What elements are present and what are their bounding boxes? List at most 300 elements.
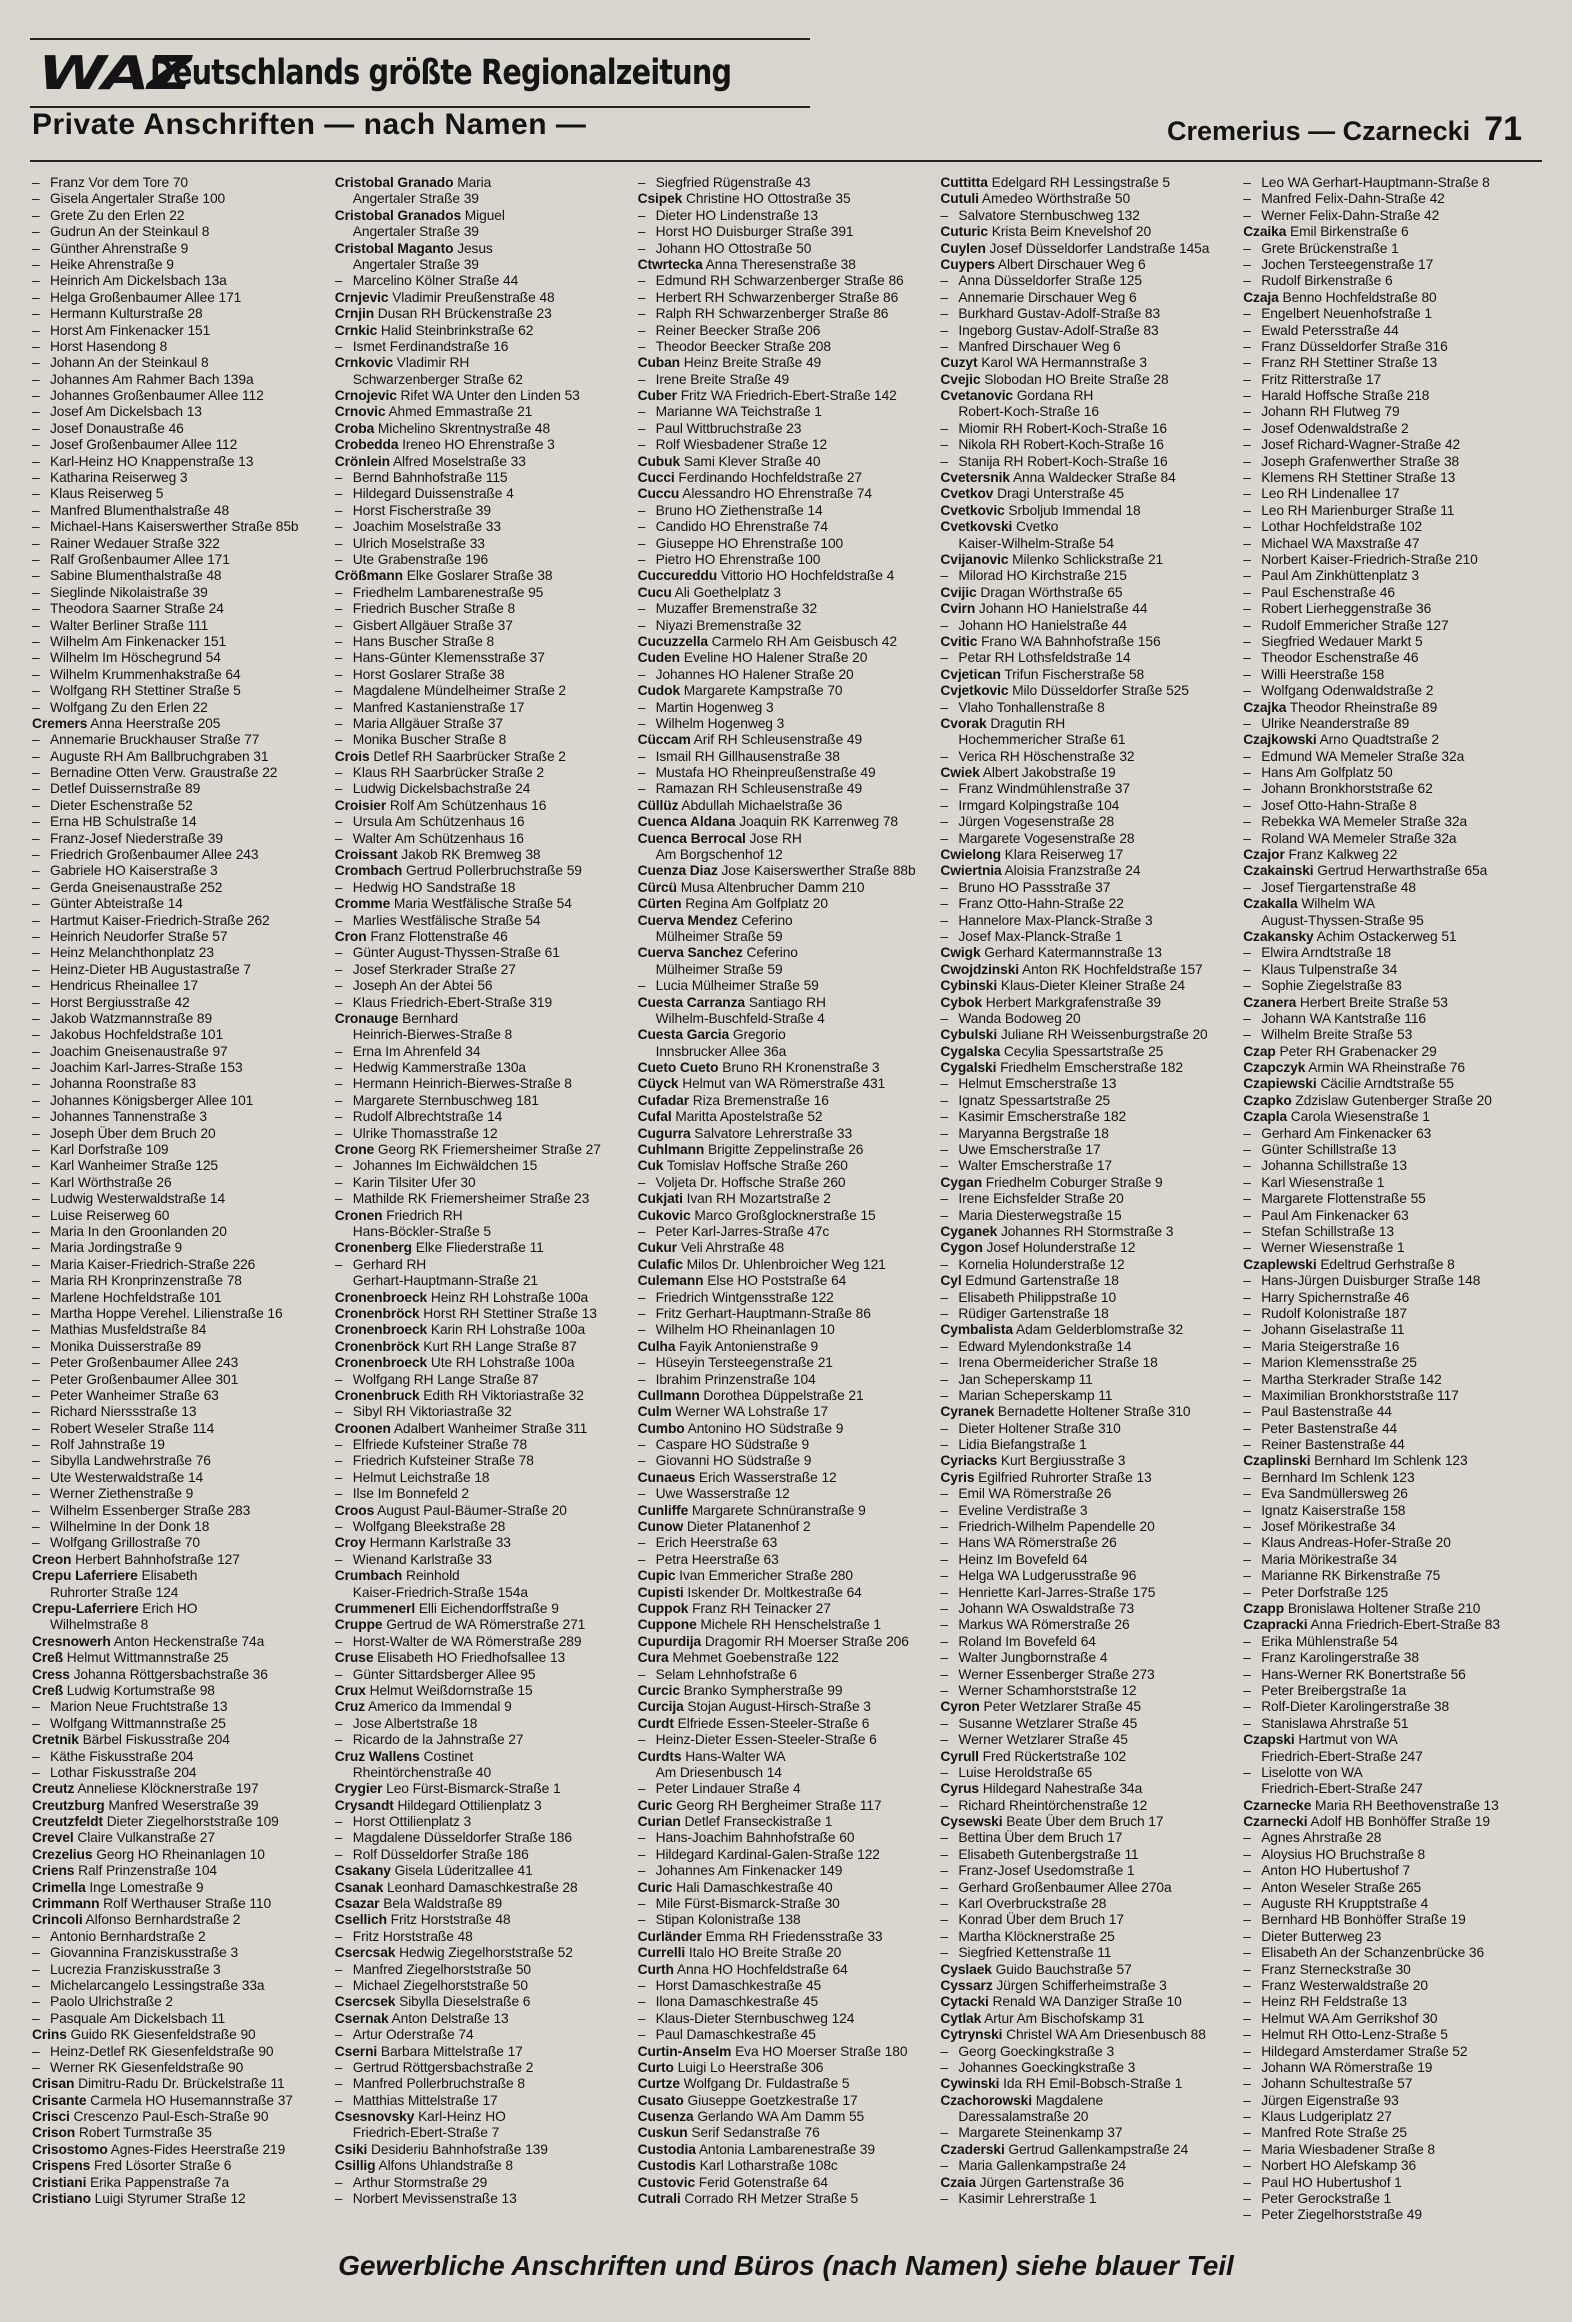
entry-text: Dieter Eschenstraße 52	[50, 797, 193, 813]
entry-text: Peter Wetzlarer Straße 45	[983, 1699, 1142, 1715]
listing-entry	[32, 1076, 321, 1092]
listing-entry	[335, 421, 624, 437]
entry-dash: –	[1243, 306, 1251, 322]
entry-text: Bärbel Fiskusstraße 204	[82, 1732, 230, 1748]
entry-text: Magdalene	[1035, 2092, 1104, 2108]
entry-dash: –	[32, 1322, 40, 1338]
listing-entry	[638, 732, 927, 748]
listing-entry	[638, 1880, 927, 1896]
entry-dash: –	[32, 2010, 40, 2026]
entry-text: Nikola RH Robert-Koch-Straße 16	[958, 437, 1164, 453]
listing-entry	[638, 1175, 927, 1191]
entry-text: Emil WA Römerstraße 26	[958, 1486, 1112, 1502]
entry-dash: –	[334, 1404, 343, 1420]
listing-entry	[638, 1896, 927, 1912]
surname: Crins	[32, 2027, 67, 2043]
entry-text: Reiner Bastenstraße 44	[1261, 1437, 1405, 1453]
surname: Cwiek	[940, 765, 980, 781]
listing-entry	[940, 1142, 1229, 1158]
listing-entry	[638, 1699, 927, 1715]
entry-dash: –	[940, 1912, 948, 1928]
entry-text: Kornelia Holunderstraße 12	[958, 1256, 1125, 1272]
surname: Cvetkovic	[940, 502, 1005, 518]
entry-text: Johann HO Hanielstraße 44	[978, 601, 1148, 617]
listing-entry	[940, 208, 1229, 224]
entry-dash: –	[940, 437, 948, 453]
entry-dash: –	[32, 404, 40, 420]
listing-entry	[335, 1470, 624, 1486]
entry-text: Johannes Am Finkenacker 149	[655, 1863, 843, 1879]
entry-text: Fritz WA Friedrich-Ebert-Straße 142	[680, 388, 897, 404]
entry-text: Klaus Andreas-Hofer-Straße 20	[1261, 1535, 1451, 1551]
entry-text: Gerhart-Hauptmann-Straße 21	[352, 1273, 538, 1289]
entry-dash: –	[32, 502, 40, 518]
entry-text: Franz Düsseldorfer Straße 316	[1261, 338, 1448, 354]
entry-dash: –	[940, 1928, 948, 1944]
listing-entry	[335, 1273, 624, 1289]
listing-entry	[940, 1863, 1229, 1879]
entry-dash: –	[940, 1207, 948, 1223]
entry-dash: –	[32, 1174, 40, 1190]
entry-text: Franz RH Teinacker 27	[692, 1600, 831, 1616]
entry-dash: –	[1243, 1666, 1251, 1682]
surname: Cybinski	[940, 978, 998, 994]
entry-dash: –	[334, 486, 343, 502]
entry-dash: –	[1243, 437, 1251, 453]
listing-entry	[1243, 1912, 1532, 1928]
surname: Cserni	[334, 2043, 378, 2059]
entry-text: Gerhard Großenbaumer Allee 270a	[958, 1879, 1172, 1895]
surname: Cyrus	[940, 1781, 979, 1797]
listing-entry	[1243, 1273, 1532, 1289]
entry-dash: –	[940, 1387, 948, 1403]
surname: Croy	[334, 1535, 366, 1551]
entry-text: Wolfgang RH Stettiner Straße 5	[50, 683, 241, 699]
listing-entry	[940, 1781, 1229, 1797]
listing-entry	[32, 2191, 321, 2207]
surname: Cyriacks	[940, 1453, 998, 1469]
surname: Cwigk	[940, 945, 981, 961]
entry-text: Peter Breibergstraße 1a	[1261, 1682, 1407, 1698]
surname: Crispens	[32, 2158, 91, 2174]
entry-dash: –	[32, 1010, 40, 1026]
entry-dash: –	[32, 1535, 40, 1551]
entry-text: Petar RH Lothsfeldstraße 14	[958, 650, 1131, 666]
entry-text: Margarete Sternbuschweg 181	[352, 1092, 539, 1108]
entry-dash: –	[334, 633, 343, 649]
entry-dash: –	[940, 1896, 948, 1912]
entry-text: Bernhard Im Schlenk 123	[1314, 1453, 1468, 1469]
entry-dash: –	[637, 420, 646, 436]
entry-dash: –	[940, 1830, 948, 1846]
listing-entry	[335, 1716, 624, 1732]
listing-entry	[32, 372, 321, 388]
entry-text: Hedwig Kammerstraße 130a	[352, 1060, 526, 1076]
surname: Czarnecki	[1243, 1814, 1308, 1830]
surname: Cvetersnik	[940, 470, 1010, 486]
listing-entry	[940, 1617, 1229, 1633]
entry-text: Martha Hoppe Verehel. Lilienstraße 16	[50, 1305, 283, 1321]
listing-entry	[1243, 1437, 1532, 1453]
entry-text: Wanda Bodoweg 20	[958, 1010, 1081, 1026]
listing-entry	[1243, 1486, 1532, 1502]
entry-dash: –	[32, 306, 40, 322]
entry-text: Gisela Lüderitzallee 41	[394, 1863, 533, 1879]
surname: Cybulski	[940, 1027, 998, 1043]
entry-text: Selam Lehnhofstraße 6	[655, 1666, 797, 1682]
entry-text: Detlef Duissernstraße 89	[50, 781, 201, 797]
listing-entry	[335, 404, 624, 420]
entry-text: Edith RH Viktoriastraße 32	[423, 1387, 584, 1403]
surname: Cvorak	[940, 715, 987, 731]
entry-text: Adam Gelderblomstraße 32	[1016, 1322, 1184, 1338]
entry-dash: –	[32, 928, 40, 944]
entry-dash: –	[32, 978, 40, 994]
listing-entry	[32, 1060, 321, 1076]
entry-dash: –	[32, 1207, 40, 1223]
entry-text: Peter Gerockstraße 1	[1261, 2191, 1392, 2207]
entry-text: Amedeo Wörthstraße 50	[981, 191, 1131, 207]
entry-text: Ismet Ferdinandstraße 16	[352, 338, 509, 354]
listing-entry	[1243, 765, 1532, 781]
listing-entry	[940, 1322, 1229, 1338]
surname: Cucuzzella	[637, 633, 708, 649]
entry-text: Mülheimer Straße 59	[655, 928, 783, 944]
entry-dash: –	[334, 2076, 343, 2092]
listing-entry	[335, 1945, 624, 1961]
entry-text: Günter Schillstraße 13	[1261, 1142, 1397, 1158]
listing-entry	[335, 1126, 624, 1142]
entry-dash: –	[32, 388, 40, 404]
entry-text: Willi Heerstraße 158	[1261, 666, 1385, 682]
listing-entry	[638, 1994, 927, 2010]
entry-text: Americo da Immendal 9	[368, 1699, 512, 1715]
entry-text: Johannes Großenbaumer Allee 112	[50, 388, 264, 404]
listing-entry	[335, 700, 624, 716]
entry-dash: –	[334, 1928, 343, 1944]
surname: Cristobal Granados	[334, 207, 462, 223]
entry-text: Marion Klemensstraße 25	[1261, 1355, 1417, 1371]
listing-entry	[335, 1880, 624, 1896]
entry-dash: –	[1243, 1420, 1251, 1436]
surname: Cupic	[637, 1568, 676, 1584]
entry-text: Maria In den Groonlanden 20	[50, 1224, 227, 1239]
entry-text: Helmut RH Otto-Lenz-Straße 5	[1261, 2027, 1448, 2043]
listing-entry	[32, 1470, 321, 1486]
listing-entry	[638, 749, 927, 765]
entry-dash: –	[637, 338, 646, 354]
listing-entry	[32, 2060, 321, 2076]
entry-dash: –	[940, 568, 948, 584]
entry-text: Robert Lierheggenstraße 36	[1261, 601, 1432, 617]
listing-entry	[1243, 995, 1532, 1011]
listing-entry	[638, 945, 927, 961]
entry-text: Friedrich-Ebert-Straße 247	[1261, 1748, 1423, 1764]
entry-text: Ferid Gotenstraße 64	[698, 2174, 828, 2190]
entry-text: Michelarcangelo Lessingstraße 33a	[50, 1977, 265, 1993]
entry-text: Friedhelm Coburger Straße 9	[985, 1174, 1163, 1190]
entry-dash: –	[940, 650, 948, 666]
entry-text: Giuseppe Goetzkestraße 17	[687, 2092, 858, 2108]
entry-dash: –	[940, 1519, 948, 1535]
listing-entry	[335, 1208, 624, 1224]
surname: Croisier	[334, 797, 387, 813]
listing-entry	[638, 1634, 927, 1650]
surname: Cyris	[940, 1469, 975, 1485]
listing-entry	[335, 1240, 624, 1256]
entry-dash: –	[940, 879, 948, 895]
entry-dash: –	[334, 1633, 343, 1649]
listing-entry	[335, 241, 624, 257]
entry-dash: –	[940, 1863, 948, 1879]
listing-entry	[638, 1322, 927, 1338]
entry-text: Margarete Schnüranstraße 9	[691, 1502, 866, 1518]
entry-text: Helmut Weißdornstraße 15	[369, 1682, 533, 1698]
entry-dash: –	[334, 699, 343, 715]
listing-entry	[1243, 1749, 1532, 1765]
entry-dash: –	[32, 584, 40, 600]
listing-entry	[940, 1732, 1229, 1748]
listing-entry	[32, 470, 321, 486]
entry-dash: –	[1243, 1846, 1251, 1862]
entry-text: Wilhelm WA	[1301, 896, 1375, 912]
entry-dash: –	[637, 1486, 646, 1502]
listing-entry	[1243, 2207, 1532, 2223]
listing-entry	[335, 618, 624, 634]
entry-dash: –	[32, 355, 40, 371]
entry-text: Werner Felix-Dahn-Straße 42	[1261, 207, 1440, 223]
entry-dash: –	[1243, 240, 1251, 256]
entry-text: Markus WA Römerstraße 26	[958, 1617, 1130, 1633]
entry-text: Johann Schultestraße 57	[1261, 2076, 1413, 2092]
entry-dash: –	[1243, 683, 1251, 699]
listing-entry	[638, 831, 927, 847]
listing-entry	[638, 568, 927, 584]
entry-dash: –	[940, 289, 948, 305]
entry-dash: –	[1243, 584, 1251, 600]
surname: Cuttitta	[940, 175, 988, 190]
entry-text: Jesus	[457, 240, 493, 256]
entry-text: Cäcilie Arndtstraße 55	[1320, 1076, 1454, 1092]
entry-text: Gertrud Gallenkampstraße 24	[1008, 2141, 1189, 2157]
listing-entry	[940, 1044, 1229, 1060]
entry-dash: –	[32, 191, 40, 207]
listing-entry	[1243, 1929, 1532, 1945]
entry-text: Luigi Lo Heerstraße 306	[677, 2059, 824, 2075]
entry-text: Mehmet Goebenstraße 122	[672, 1650, 839, 1666]
entry-text: Franz Windmühlenstraße 37	[958, 781, 1130, 797]
surname: Custodis	[637, 2158, 696, 2174]
listing-entry	[1243, 2191, 1532, 2207]
entry-dash: –	[32, 1043, 40, 1059]
entry-text: Erna Im Ahrenfeld 34	[352, 1043, 481, 1059]
listing-entry	[940, 2191, 1229, 2207]
listing-entry	[1243, 847, 1532, 863]
listing-entry	[1243, 1683, 1532, 1699]
listing-column-4	[940, 175, 1229, 2245]
entry-dash: –	[32, 961, 40, 977]
listing-entry	[638, 1290, 927, 1306]
entry-text: Agnes Ahrstraße 28	[1261, 1830, 1382, 1846]
entry-text: Fred Lösorter Straße 6	[93, 2158, 232, 2174]
entry-text: Anton Delstraße 13	[391, 2010, 509, 2026]
entry-dash: –	[334, 2059, 343, 2075]
listing-entry	[940, 306, 1229, 322]
entry-dash: –	[940, 2191, 948, 2207]
entry-text: Johannes Im Eichwäldchen 15	[352, 1158, 538, 1174]
surname: Cuerva Sanchez	[637, 945, 743, 961]
entry-text: Iskender Dr. Moltkestraße 64	[687, 1584, 862, 1600]
listing-entry	[335, 1994, 624, 2010]
entry-text: Hildegard Amsterdamer Straße 52	[1261, 2043, 1468, 2059]
listing-entry	[940, 372, 1229, 388]
listing-entry	[1243, 1962, 1532, 1978]
entry-text: Egilfried Ruhrorter Straße 13	[978, 1469, 1152, 1485]
entry-text: Wolfgang Odenwaldstraße 2	[1261, 683, 1434, 699]
listing-entry	[32, 1027, 321, 1043]
entry-text: Auguste RH Krupptstraße 4	[1261, 1896, 1429, 1912]
surname: Cusenza	[637, 2109, 694, 2125]
listing-entry	[1243, 257, 1532, 273]
entry-dash: –	[334, 1453, 343, 1469]
entry-dash: –	[1243, 1142, 1251, 1158]
entry-text: Bernhard	[402, 1010, 459, 1026]
entry-text: Franz Flottenstraße 46	[370, 928, 508, 944]
entry-dash: –	[940, 306, 948, 322]
entry-text: Marianne WA Teichstraße 1	[655, 404, 822, 420]
listing-entry	[638, 1470, 927, 1486]
entry-dash: –	[940, 1158, 948, 1174]
entry-text: Candido HO Ehrenstraße 74	[655, 519, 828, 535]
entry-text: Paul Damaschkestraße 45	[655, 2027, 816, 2043]
listing-entry	[638, 1535, 927, 1551]
surname: Cuccureddu	[637, 568, 718, 584]
entry-text: Gerhard Am Finkenacker 63	[1261, 1125, 1432, 1141]
listing-entry	[638, 2191, 927, 2207]
entry-text: Heinz RH Lohstraße 100a	[430, 1289, 589, 1305]
entry-dash: –	[637, 289, 646, 305]
entry-dash: –	[1243, 404, 1251, 420]
listing-entry	[1243, 1552, 1532, 1568]
entry-dash: –	[334, 1125, 343, 1141]
surname: Cronenberg	[334, 1240, 412, 1256]
entry-dash: –	[1243, 650, 1251, 666]
surname: Cyslaek	[940, 1961, 992, 1977]
entry-text: Irene Breite Straße 49	[655, 371, 790, 387]
listing-entry	[32, 831, 321, 847]
listing-entry	[335, 1191, 624, 1207]
listing-entry	[940, 1404, 1229, 1420]
entry-text: Franz Otto-Hahn-Straße 22	[958, 896, 1124, 912]
entry-dash: –	[32, 1764, 40, 1780]
surname: Crois	[334, 748, 370, 764]
entry-dash: –	[334, 1814, 343, 1830]
entry-text: Muzaffer Bremenstraße 32	[655, 601, 818, 617]
entry-dash: –	[1243, 338, 1251, 354]
listing-entry	[940, 1224, 1229, 1240]
entry-text: Hannelore Max-Planck-Straße 3	[958, 912, 1153, 928]
listing-entry	[32, 700, 321, 716]
listing-entry	[1243, 732, 1532, 748]
entry-dash: –	[1243, 1240, 1251, 1256]
surname: Cuypers	[940, 256, 995, 272]
listing-entry	[32, 1404, 321, 1420]
listing-entry	[1243, 1568, 1532, 1584]
listing-entry	[940, 257, 1229, 273]
entry-text: Matthias Mittelstraße 17	[352, 2092, 498, 2108]
listing-entry	[335, 1437, 624, 1453]
entry-text: Rebekka WA Memeler Straße 32a	[1261, 814, 1468, 830]
entry-text: Rolf-Dieter Karolingerstraße 38	[1261, 1699, 1450, 1715]
listing-entry	[335, 503, 624, 519]
entry-text: Walter Emscherstraße 17	[958, 1158, 1112, 1174]
entry-dash: –	[637, 1896, 646, 1912]
entry-dash: –	[940, 1764, 948, 1780]
entry-dash: –	[334, 470, 343, 486]
entry-text: Gerda Gneisenaustraße 252	[50, 879, 223, 895]
entry-text: Hali Damaschkestraße 40	[676, 1879, 833, 1895]
entry-text: Harald Hoffsche Straße 218	[1261, 388, 1430, 404]
listing-entry	[1243, 1945, 1532, 1961]
surname: Cuturic	[940, 224, 988, 240]
entry-text: Hildegard Nahestraße 34a	[982, 1781, 1143, 1797]
entry-text: Gisbert Allgäuer Straße 37	[352, 617, 513, 633]
entry-text: Johann HO Ottostraße 50	[655, 240, 812, 256]
entry-text: Bettina Über dem Bruch 17	[958, 1830, 1123, 1846]
entry-dash: –	[334, 650, 343, 666]
surname: Cunaeus	[637, 1469, 696, 1485]
entry-dash: –	[637, 1977, 646, 1993]
listing-entry	[335, 388, 624, 404]
entry-dash: –	[32, 1027, 40, 1043]
entry-text: Bernhard Im Schlenk 123	[1261, 1469, 1415, 1485]
surname: Cuzyt	[940, 355, 978, 371]
surname: Cristobal Maganto	[334, 240, 454, 256]
listing-entry	[638, 634, 927, 650]
listing-entry	[940, 1830, 1229, 1846]
listing-entry	[1243, 896, 1532, 912]
listing-entry	[335, 454, 624, 470]
entry-text: Kaiser-Wilhelm-Straße 54	[958, 535, 1114, 551]
entry-dash: –	[637, 2027, 646, 2043]
entry-dash: –	[637, 1322, 646, 1338]
entry-text: Margarete Steinenkamp 37	[958, 2125, 1123, 2141]
listing-entry	[1243, 1617, 1532, 1633]
entry-text: Gudrun An der Steinkaul 8	[50, 224, 210, 240]
entry-text: Paul Am Finkenacker 63	[1261, 1207, 1409, 1223]
entry-text: Michael WA Maxstraße 47	[1261, 535, 1420, 551]
listing-entry	[32, 1912, 321, 1928]
listing-entry	[335, 814, 624, 830]
entry-dash: –	[940, 2125, 948, 2141]
entry-text: Herbert Bahnhofstraße 127	[75, 1551, 240, 1567]
surname: Cyl	[940, 1273, 962, 1289]
entry-text: Tomislav Hoffsche Straße 260	[666, 1158, 848, 1174]
surname: Cüccam	[637, 732, 691, 748]
surname: Creon	[32, 1551, 72, 1567]
entry-dash: –	[334, 1060, 343, 1076]
listing-entry	[335, 372, 624, 388]
surname: Czachorowski	[940, 2092, 1032, 2108]
entry-text: Friedrich RH	[386, 1207, 463, 1223]
listing-entry	[335, 732, 624, 748]
entry-dash: –	[334, 1715, 343, 1731]
surname: Csakany	[334, 1863, 391, 1879]
entry-dash: –	[1243, 388, 1251, 404]
entry-dash: –	[334, 765, 343, 781]
listing-entry	[32, 585, 321, 601]
listing-entry	[940, 191, 1229, 207]
